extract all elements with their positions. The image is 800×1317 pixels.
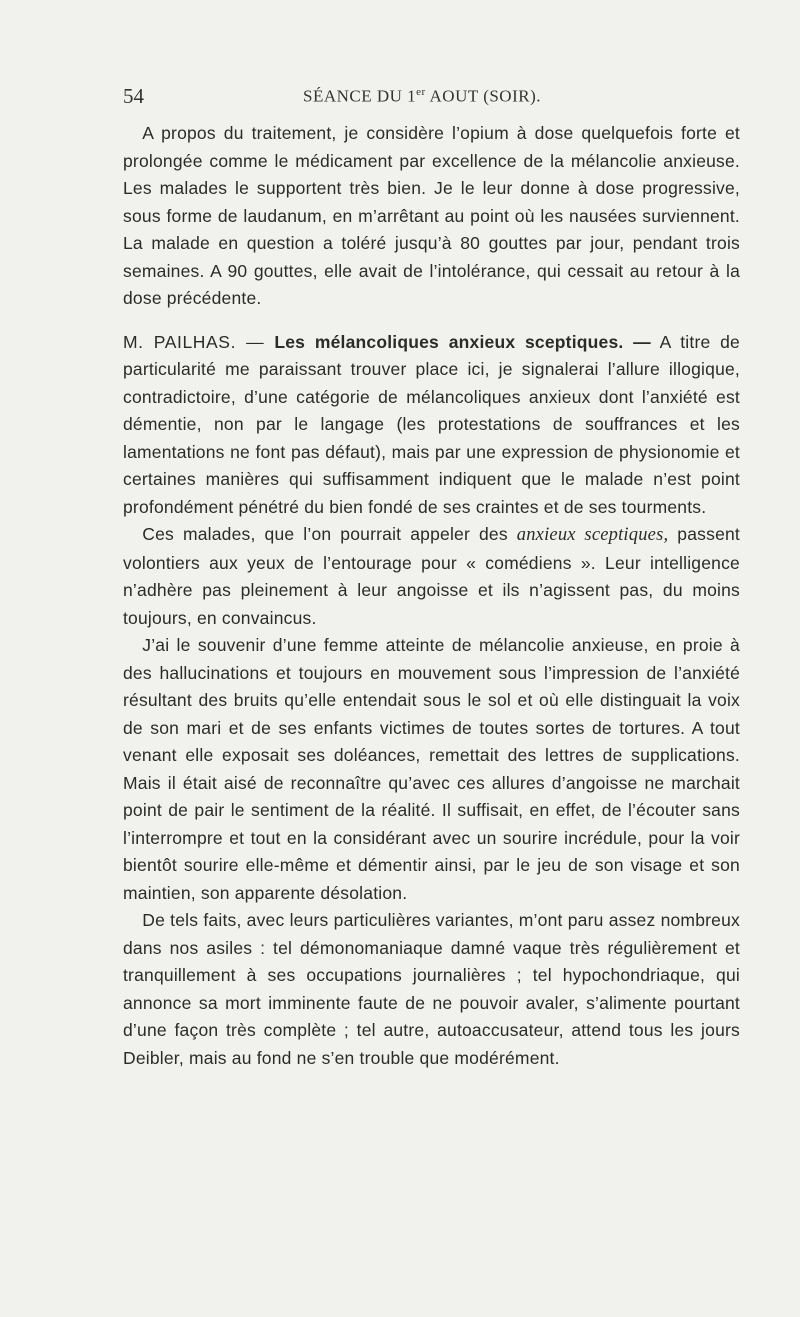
body-text (123, 120, 740, 1072)
paragraph-asylum-cases: De tels faits, avec leurs particulières variantes, m’ont paru assez nombreux dans nos asiles : tel démonomaniaque damné vaque très régulièrement et tranquillement à ses occupations journalières ; tel hypochondriaque, qui annonce sa mort imminente faute de ne pouvoir avaler, s’alimente pourtant d’une façon très complète ; tel autre, autoaccusateur, attend tous les jours Deibler, mais au fond ne s’en trouble que modérément. (123, 910, 740, 1068)
page-number: 54 (123, 84, 144, 108)
paragraph-comediens (123, 521, 740, 632)
document-page (123, 80, 740, 1072)
paragraph-comediens-after: passent volontiers aux yeux de l’entourage pour « comédiens ». Leur intelligence n’adhère pas pleinement à leur angoisse et ils n’agissent pas, du moins toujours, en convaincus. (123, 524, 740, 628)
section-author: M. PAILHAS. — (123, 331, 275, 352)
section-pailhas (123, 329, 740, 522)
section-title: Les mélancoliques anxieux sceptiques. — (274, 331, 651, 352)
head-title-prefix: SÉANCE DU 1 (303, 86, 417, 106)
italic-term: anxieux sceptiques, (516, 525, 669, 545)
section-intro-text: A titre de particularité me paraissant trouver place ici, je signalerai l’allure illogique, contradictoire, d’une catégorie de mélancoliques anxieux dont l’anxiété est démentie, non par le langage (les protestations de souffrances et les lamentations ne font pas défaut), mais par une expression de physionomie et certaines manières qui suffisamment indiquent que le malade n’est point profondément pénétré du bien fondé de ses craintes et de ses tourments. (123, 331, 740, 517)
head-title-suffix: AOUT (SOIR). (425, 86, 541, 106)
running-head-title (303, 86, 541, 107)
paragraph-opium-treatment: A propos du traitement, je considère l’opium à dose quelquefois forte et prolongée comme le médicament par excellence de la mélancolie anxieuse. Les malades le supportent très bien. Je le leur donne à dose progressive, sous forme de laudanum, en m’arrêtant au point où les nausées surviennent. La malade en question a toléré jusqu’à 80 gouttes par jour, pendant trois semaines. A 90 gouttes, elle avait de l’intolérance, qui cessait au retour à la dose précédente. (123, 123, 740, 308)
running-head (123, 80, 740, 120)
head-title-superscript: er (416, 86, 426, 98)
paragraph-comediens-before: Ces malades, que l’on pourrait appeler des (142, 524, 517, 544)
paragraph-case-woman: J’ai le souvenir d’une femme atteinte de mélancolie anxieuse, en proie à des hallucinations et toujours en mouvement sous l’impression de l’anxiété résultant des bruits qu’elle entendait sous le sol et où elle distinguait la voix de son mari et de ses enfants victimes de toutes sortes de tortures. A tout venant elle exposait ses doléances, remettait des lettres de supplications. Mais il était aisé de reconnaître qu’avec ces allures d’angoisse ne marchait point de pair le sentiment de la réalité. Il suffisait, en effet, de l’écouter sans l’interrompre et tout en la considérant avec un sourire incrédule, pour la voir bientôt sourire elle-même et démentir ainsi, par le jeu de son visage et son maintien, son apparente désolation. (123, 635, 740, 903)
